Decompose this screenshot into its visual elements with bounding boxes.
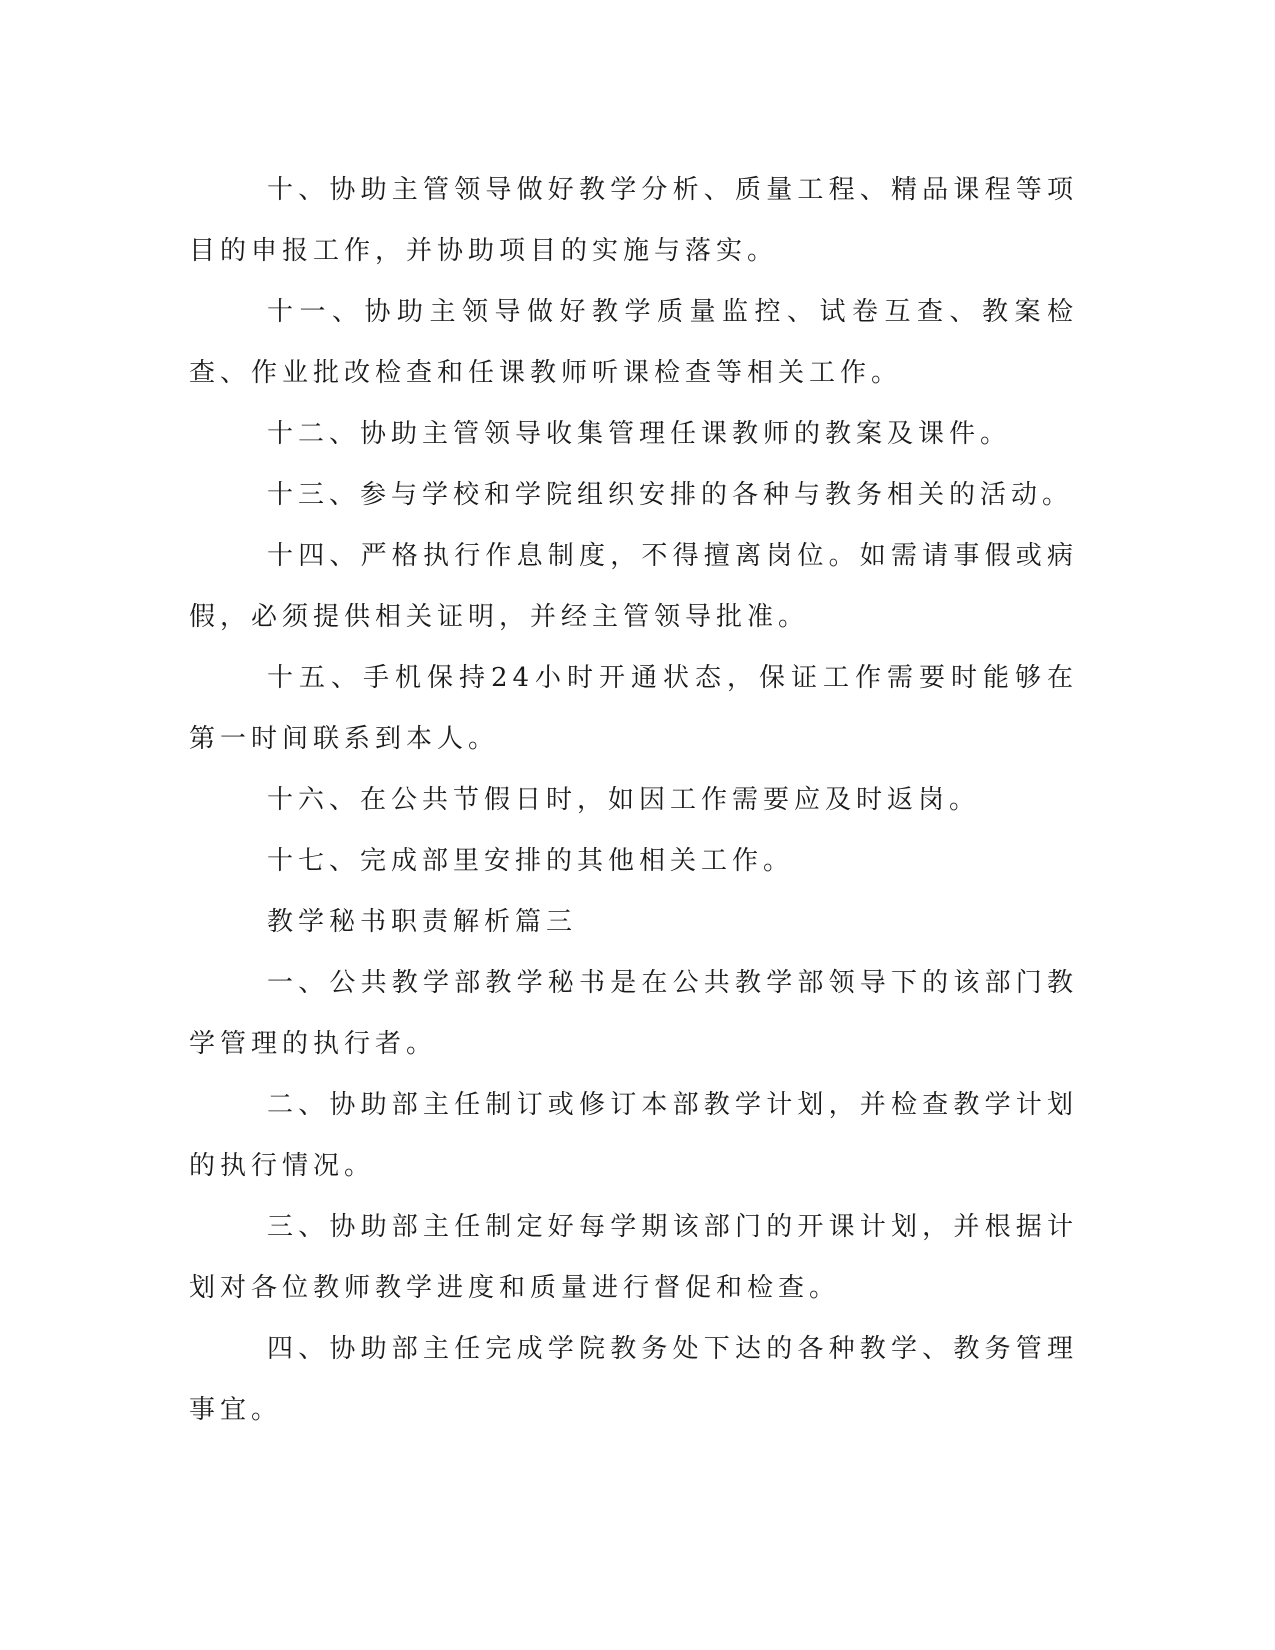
- paragraph-item-1: 一、公共教学部教学秘书是在公共教学部领导下的该部门教学管理的执行者。: [189, 968, 1078, 1059]
- section-heading: 教学秘书职责解析篇三: [267, 907, 578, 937]
- paragraph-item-10: 十、协助主管领导做好教学分析、质量工程、精品课程等项目的申报工作，并协助项目的实施与落实。: [189, 175, 1078, 266]
- paragraph-item-17: 十七、完成部里安排的其他相关工作。: [267, 846, 795, 876]
- paragraph-item-14: 十四、严格执行作息制度，不得擅离岗位。如需请事假或病假，必须提供相关证明，并经主管领导批准。: [189, 541, 1078, 632]
- paragraph-item-4: 四、协助部主任完成学院教务处下达的各种教学、教务管理事宜。: [189, 1334, 1078, 1425]
- paragraph-item-3: 三、协助部主任制定好每学期该部门的开课计划，并根据计划对各位教师教学进度和质量进行督促和检查。: [189, 1212, 1078, 1303]
- paragraph-item-13: 十三、参与学校和学院组织安排的各种与教务相关的活动。: [267, 480, 1074, 510]
- paragraph-item-2: 二、协助部主任制订或修订本部教学计划，并检查教学计划的执行情况。: [189, 1090, 1078, 1181]
- paragraph-item-11: 十一、协助主领导做好教学质量监控、试卷互查、教案检查、作业批改检查和任课教师听课检查等相关工作。: [189, 297, 1078, 388]
- paragraph-item-15: 十五、手机保持24小时开通状态，保证工作需要时能够在第一时间联系到本人。: [189, 663, 1078, 754]
- document-body: [189, 160, 1078, 1441]
- paragraph-item-16: 十六、在公共节假日时，如因工作需要应及时返岗。: [267, 785, 981, 815]
- paragraph-item-12: 十二、协助主管领导收集管理任课教师的教案及课件。: [267, 419, 1012, 449]
